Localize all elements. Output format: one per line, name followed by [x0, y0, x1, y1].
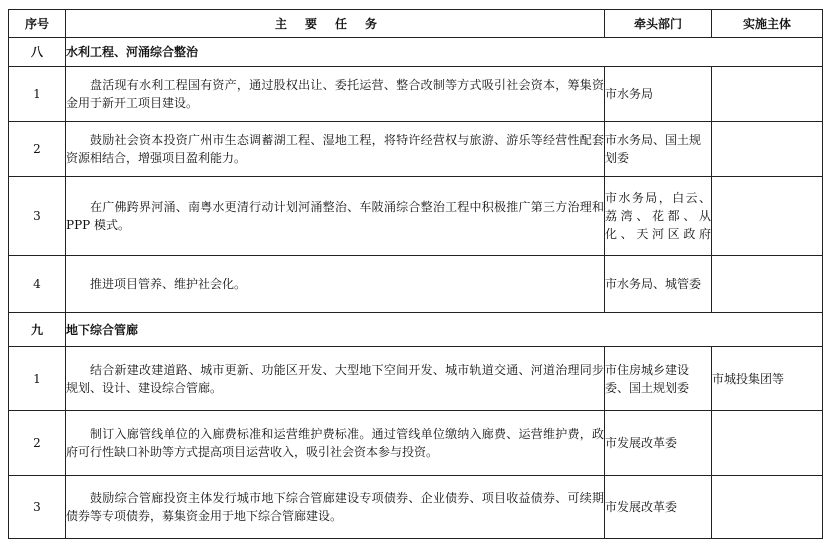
lead-dept: 市水务局，白云、荔湾、花都、从化、天河区政府: [605, 177, 712, 256]
lead-dept: 市水务局、国土规划委: [605, 122, 712, 177]
section-number: 九: [9, 313, 66, 347]
lead-dept: 市发展改革委: [605, 476, 712, 539]
section-row: [9, 313, 823, 347]
header-no: 序号: [9, 10, 66, 38]
task-table: [8, 9, 823, 539]
implementer: [712, 177, 823, 256]
header-dept: 牵头部门: [605, 10, 712, 38]
lead-dept: 市水务局: [605, 67, 712, 122]
task-text: 制订入廊管线单位的入廊费标准和运营维护费标准。通过管线单位缴纳入廊费、运营维护费，政府可行性缺口补助等方式提高项目运营收入，吸引社会资本参与投资。: [66, 411, 605, 476]
implementer: [712, 256, 823, 313]
lead-dept: 市发展改革委: [605, 411, 712, 476]
task-text: 鼓励综合管廊投资主体发行城市地下综合管廊建设专项债券、企业债券、项目收益债券、可续期债券等专项债券，募集资金用于地下综合管廊建设。: [66, 476, 605, 539]
row-number: 1: [9, 67, 66, 122]
table-row: [9, 347, 823, 411]
row-number: 3: [9, 476, 66, 539]
task-text: 推进项目管养、维护社会化。: [66, 256, 605, 313]
task-text: 盘活现有水利工程国有资产，通过股权出让、委托运营、整合改制等方式吸引社会资本，筹集资金用于新开工项目建设。: [66, 67, 605, 122]
table-row: [9, 411, 823, 476]
section-number: 八: [9, 38, 66, 67]
lead-dept: 市水务局、城管委: [605, 256, 712, 313]
row-number: 3: [9, 177, 66, 256]
header-impl: 实施主体: [712, 10, 823, 38]
table-row: [9, 177, 823, 256]
row-number: 4: [9, 256, 66, 313]
task-text: 鼓励社会资本投资广州市生态调蓄湖工程、湿地工程，将特许经营权与旅游、游乐等经营性配套资源相结合，增强项目盈利能力。: [66, 122, 605, 177]
table-row: [9, 476, 823, 539]
table-header-row: [9, 10, 823, 38]
task-text: 结合新建改建道路、城市更新、功能区开发、大型地下空间开发、城市轨道交通、河道治理同步规划、设计、建设综合管廊。: [66, 347, 605, 411]
lead-dept: 市住房城乡建设委、国土规划委: [605, 347, 712, 411]
implementer: 市城投集团等: [712, 347, 823, 411]
table-row: [9, 122, 823, 177]
table-row: [9, 256, 823, 313]
header-task: 主要任务: [66, 10, 605, 38]
implementer: [712, 411, 823, 476]
row-number: 1: [9, 347, 66, 411]
section-title: 地下综合管廊: [66, 313, 823, 347]
row-number: 2: [9, 411, 66, 476]
task-text: 在广佛跨界河涌、南粤水更清行动计划河涌整治、车陂涌综合整治工程中积极推广第三方治理和 PPP 模式。: [66, 177, 605, 256]
implementer: [712, 67, 823, 122]
implementer: [712, 122, 823, 177]
section-row: [9, 38, 823, 67]
row-number: 2: [9, 122, 66, 177]
section-title: 水利工程、河涌综合整治: [66, 38, 823, 67]
implementer: [712, 476, 823, 539]
table-row: [9, 67, 823, 122]
